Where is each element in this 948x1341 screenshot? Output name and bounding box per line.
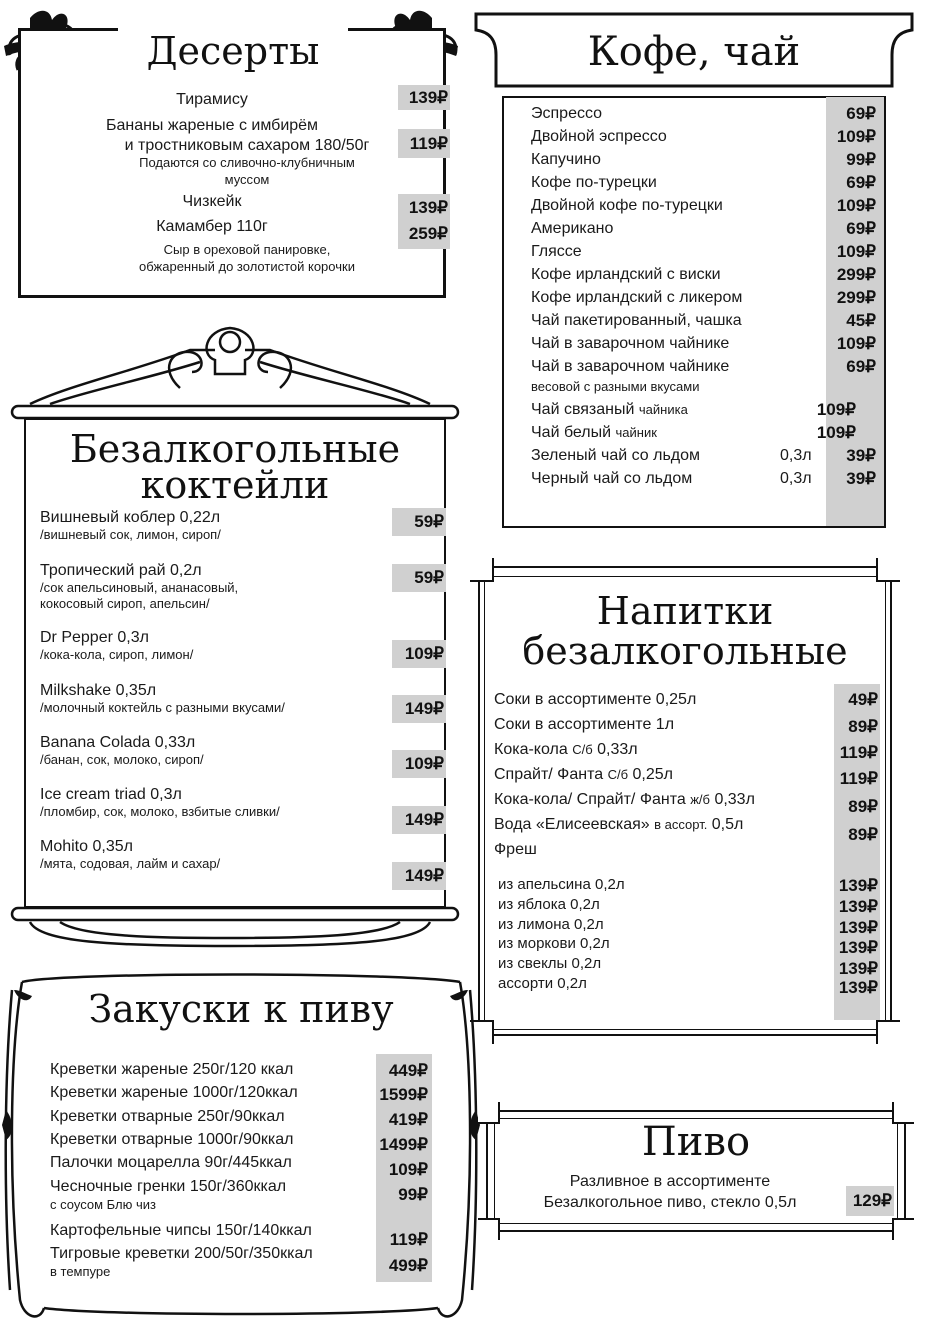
- drink-item-label: Кока-кола/ Спрайт/ Фанта: [494, 791, 686, 808]
- coffee-item-name: [531, 334, 831, 354]
- coffee-item-price: 109₽: [836, 334, 876, 353]
- coffee-item-note: весовой с разными вкусами: [531, 379, 700, 394]
- dessert-item-name: Бананы жареные с имбирём: [105, 117, 319, 134]
- snack-item-price: 99₽: [398, 1185, 428, 1204]
- drink-item-label: Вода «Елисеевская»: [494, 816, 650, 833]
- cocktail-item-note: /банан, сок, молоко, сироп/: [40, 752, 204, 767]
- snack-item-name: Чесночные гренки 150г/360ккал: [50, 1178, 287, 1195]
- fresh-item-name: ассорти 0,2л: [498, 975, 587, 992]
- coffee-item-price: 109₽: [836, 242, 876, 261]
- coffee-item-label: Чай в заварочном чайнике: [531, 358, 730, 375]
- drink-item-pack: в ассорт.: [654, 817, 708, 832]
- coffee-item-name: [531, 265, 831, 285]
- beer-line-2: Безалкогольное пиво, стекло 0,5л: [543, 1194, 797, 1211]
- drink-item-name: [494, 740, 824, 760]
- snack-item-name: Картофельные чипсы 150г/140ккал: [50, 1222, 312, 1239]
- snack-item-name: Палочки моцарелла 90г/445ккал: [50, 1154, 292, 1171]
- dessert-item-name: Камамбер 110г: [156, 218, 268, 235]
- beer-line-1: Разливное в ассортименте: [569, 1173, 771, 1190]
- coffee-item-label: Зеленый чай со льдом: [531, 447, 701, 464]
- snack-item-price: 499₽: [388, 1256, 428, 1275]
- coffee-item-name: [531, 127, 831, 147]
- coffee-item-name: [531, 242, 831, 262]
- beer-title: Пиво: [641, 1119, 751, 1165]
- coffee-title: Кофе, чай: [587, 29, 801, 75]
- drink-item-label: Соки в ассортименте 0,25л: [494, 691, 697, 708]
- snack-item-name: Креветки жареные 250г/120 ккал: [50, 1061, 294, 1078]
- drinks-corner-notch: [876, 1020, 900, 1044]
- fresh-item-price: 139₽: [838, 897, 878, 916]
- fresh-item-name: из апельсина 0,2л: [498, 876, 625, 893]
- cocktail-item-name: Тропический рай 0,2л: [40, 562, 202, 579]
- cocktail-item-note: /молочный коктейль с разными вкусами/: [40, 700, 285, 715]
- beer-corner-notch: [892, 1218, 914, 1240]
- cocktail-item-name: Banana Colada 0,33л: [40, 734, 196, 751]
- coffee-item-name: [531, 400, 831, 420]
- cocktails-title: Безалкогольные: [69, 427, 401, 471]
- coffee-item-label: Чай белый: [531, 424, 612, 441]
- drink-item-volume: 0,5л: [711, 816, 744, 833]
- dessert-item-price: 139₽: [408, 88, 448, 107]
- dessert-item-name: Чизкейк: [182, 193, 242, 210]
- snacks-scroll-ornament: [0, 0, 1, 1]
- cocktail-item-note-line2: кокосовый сироп, апельсин/: [40, 596, 210, 611]
- dessert-item-name: Тирамису: [176, 91, 248, 108]
- coffee-item-name: [531, 219, 831, 239]
- coffee-item-price: 45₽: [846, 311, 876, 330]
- coffee-item-unit: чайника: [638, 402, 688, 417]
- coffee-item-label: Двойной эспрессо: [531, 128, 667, 145]
- coffee-item-unit: чайник: [615, 425, 657, 440]
- snack-item-note: с соусом Блю чиз: [50, 1197, 156, 1212]
- coffee-item-price: 69₽: [846, 357, 876, 376]
- cocktail-item-name: Milkshake 0,35л: [40, 682, 157, 699]
- coffee-item-price: 69₽: [846, 219, 876, 238]
- fresh-item-name: из яблока 0,2л: [498, 896, 600, 913]
- drink-item-pack: С/б: [607, 767, 629, 782]
- drink-item-name: [494, 790, 824, 810]
- cocktail-item-price: 59₽: [414, 512, 444, 531]
- cocktail-item-name: Dr Pepper 0,3л: [40, 629, 149, 646]
- drink-item-volume: 0,25л: [632, 766, 673, 783]
- coffee-item-price: 109₽: [816, 423, 856, 442]
- coffee-item-label: Чай пакетированный, чашка: [531, 312, 742, 329]
- coffee-item-label: Капучино: [531, 151, 601, 168]
- coffee-item-label: Гляссе: [531, 243, 582, 260]
- cocktail-item-price: 149₽: [404, 866, 444, 885]
- snack-item-price: 109₽: [388, 1160, 428, 1179]
- coffee-item-volume: 0,3л: [780, 447, 812, 464]
- coffee-item-price: 109₽: [836, 196, 876, 215]
- coffee-item-label: Черный чай со льдом: [531, 470, 693, 487]
- coffee-item-price: 299₽: [836, 288, 876, 307]
- snack-item-price: 419₽: [388, 1110, 428, 1129]
- cocktail-item-name: Вишневый коблер 0,22л: [40, 509, 221, 526]
- fresh-item-price: 139₽: [838, 978, 878, 997]
- coffee-item-price: 69₽: [846, 104, 876, 123]
- coffee-item-name: [531, 196, 831, 216]
- dessert-item-note: Сыр в ореховой панировке,: [163, 242, 331, 257]
- drink-item-name: [494, 690, 824, 710]
- fresh-item-price: 139₽: [838, 918, 878, 937]
- cocktail-item-note: /сок апельсиновый, ананасовый,: [40, 580, 239, 595]
- coffee-item-label: Эспрессо: [531, 105, 603, 122]
- snacks-title: Закуски к пиву: [88, 987, 394, 1031]
- beer-corner-notch: [478, 1218, 500, 1240]
- coffee-item-price: 39₽: [846, 469, 876, 488]
- drink-item-label: Соки в ассортименте 1л: [494, 716, 675, 733]
- cocktail-item-note: /вишневый сок, лимон, сироп/: [40, 527, 221, 542]
- fresh-item-price: 139₽: [838, 959, 878, 978]
- drink-item-volume: 0,33л: [597, 741, 638, 758]
- drink-item-name: [494, 715, 824, 735]
- drink-item-label: Спрайт/ Фанта: [494, 766, 604, 783]
- drink-item-price: 89₽: [848, 797, 878, 816]
- coffee-item-label: Кофе по-турецки: [531, 174, 657, 191]
- snack-item-name: Креветки отварные 250г/90ккал: [50, 1108, 285, 1125]
- coffee-item-label: Кофе ирландский с ликером: [531, 289, 743, 306]
- fresh-item-name: из моркови 0,2л: [498, 935, 610, 952]
- cocktail-item-note: /кока-кола, сироп, лимон/: [40, 647, 194, 662]
- snack-item-price: 119₽: [389, 1230, 428, 1249]
- cocktail-item-name: Mohito 0,35л: [40, 838, 133, 855]
- beer-corner-notch: [892, 1102, 914, 1124]
- coffee-item-name: [531, 173, 831, 193]
- drink-item-price: 119₽: [839, 743, 878, 762]
- drink-item-name: [494, 840, 824, 860]
- snack-item-note: в темпуре: [50, 1264, 111, 1279]
- coffee-item-name: [531, 288, 831, 308]
- coffee-item-label: Двойной кофе по-турецки: [531, 197, 723, 214]
- coffee-item-label: Чай в заварочном чайнике: [531, 335, 730, 352]
- drinks-title: Напитки: [596, 589, 774, 633]
- coffee-item-name: [531, 357, 831, 377]
- beer-price: 129₽: [852, 1191, 892, 1210]
- coffee-item-price: 99₽: [846, 150, 876, 169]
- dessert-item-price: 259₽: [408, 224, 448, 243]
- coffee-item-name: [531, 104, 831, 124]
- coffee-item-label: Чай связаный: [531, 401, 635, 418]
- drink-item-name: [494, 765, 824, 785]
- desserts-title: Десерты: [146, 29, 320, 73]
- coffee-item-name: [531, 150, 831, 170]
- drink-item-pack: ж/б: [690, 792, 710, 807]
- drink-item-volume: 0,33л: [714, 791, 755, 808]
- snack-item-name: Креветки жареные 1000г/120ккал: [50, 1084, 298, 1101]
- fresh-item-name: из лимона 0,2л: [498, 916, 604, 933]
- cocktail-item-price: 109₽: [404, 644, 444, 663]
- drinks-title-line2: безалкогольные: [522, 629, 848, 673]
- coffee-item-name: [531, 423, 831, 443]
- coffee-item-price: 109₽: [836, 127, 876, 146]
- drink-item-price: 89₽: [848, 717, 878, 736]
- drinks-corner-notch: [876, 558, 900, 582]
- coffee-item-price: 69₽: [846, 173, 876, 192]
- drink-item-name: [494, 815, 824, 835]
- drink-item-price: 119₽: [839, 769, 878, 788]
- coffee-item-name: [531, 311, 831, 331]
- dessert-item-price: 139₽: [408, 198, 448, 217]
- dessert-item-note-line2: обжаренный до золотистой корочки: [139, 259, 355, 274]
- cocktail-item-price: 149₽: [404, 699, 444, 718]
- drink-item-label: Фреш: [494, 841, 537, 858]
- cocktails-title-line2: коктейли: [140, 463, 330, 507]
- cocktail-item-name: Ice cream triad 0,3л: [40, 786, 182, 803]
- snack-item-price: 449₽: [388, 1061, 428, 1080]
- snack-item-price: 1499₽: [379, 1135, 428, 1154]
- coffee-item-price: 299₽: [836, 265, 876, 284]
- dessert-item-name-line2: и тростниковым сахаром 180/50г: [124, 137, 370, 154]
- drink-item-price: 49₽: [848, 690, 878, 709]
- fresh-item-name: из свеклы 0,2л: [498, 955, 602, 972]
- snack-item-name: Креветки отварные 1000г/90ккал: [50, 1131, 294, 1148]
- drink-item-label: Кока-кола: [494, 741, 568, 758]
- coffee-item-price: 39₽: [846, 446, 876, 465]
- cocktail-item-price: 109₽: [404, 754, 444, 773]
- coffee-item-volume: 0,3л: [780, 470, 812, 487]
- cocktail-item-price: 149₽: [404, 810, 444, 829]
- drink-item-price: 89₽: [848, 825, 878, 844]
- dessert-item-note-line2: муссом: [224, 172, 270, 187]
- drink-item-pack: С/б: [572, 742, 593, 757]
- cocktail-item-price: 59₽: [414, 568, 444, 587]
- beer-corner-notch: [478, 1102, 500, 1124]
- drinks-corner-notch: [470, 558, 494, 582]
- coffee-item-label: Кофе ирландский с виски: [531, 266, 721, 283]
- coffee-item-price: 109₽: [816, 400, 856, 419]
- fresh-item-price: 139₽: [838, 876, 878, 895]
- dessert-item-note: Подаются со сливочно-клубничным: [139, 155, 355, 170]
- cocktail-item-note: /пломбир, сок, молоко, взбитые сливки/: [40, 804, 280, 819]
- dessert-item-price: 119₽: [409, 134, 448, 153]
- fresh-item-price: 139₽: [838, 938, 878, 957]
- cocktail-item-note: /мята, содовая, лайм и сахар/: [40, 856, 221, 871]
- coffee-item-label: Американо: [531, 220, 614, 237]
- snack-item-name: Тигровые креветки 200/50г/350ккал: [50, 1245, 313, 1262]
- snack-item-price: 1599₽: [379, 1085, 428, 1104]
